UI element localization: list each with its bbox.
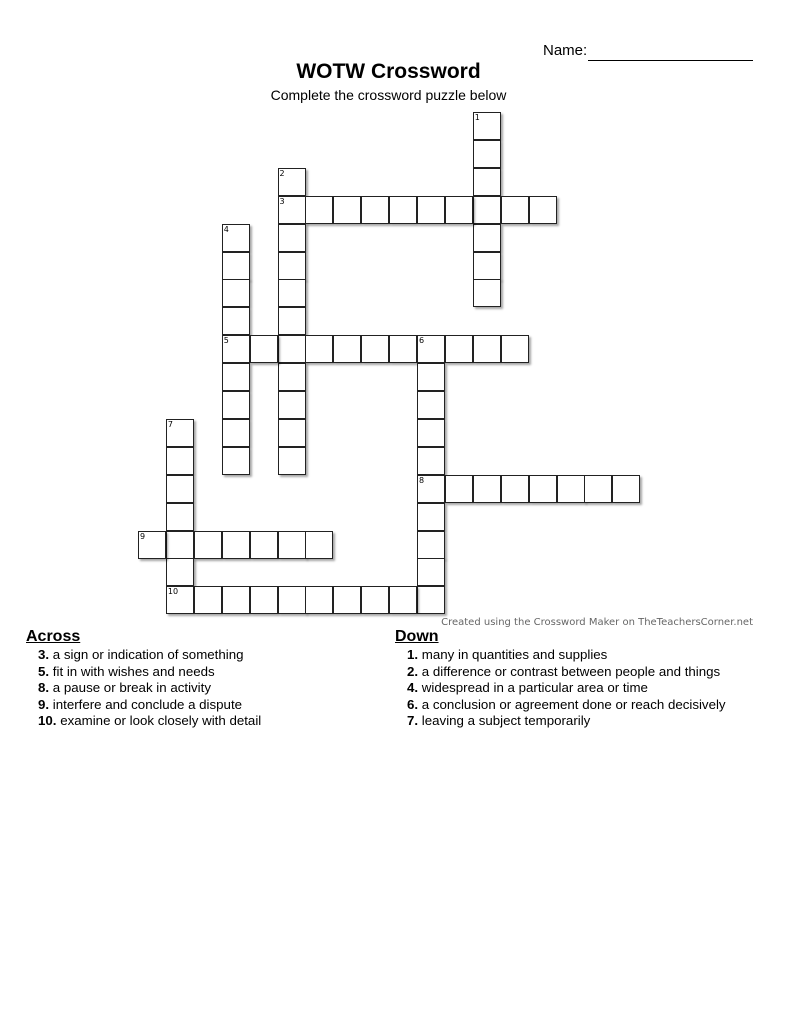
grid-cell[interactable]	[222, 363, 250, 391]
clue-number: 10.	[38, 713, 57, 729]
clue-number-label: 2	[279, 168, 285, 178]
grid-cell[interactable]	[250, 335, 278, 363]
grid-cell[interactable]	[222, 447, 250, 475]
clue-number: 5.	[38, 663, 50, 679]
grid-cell[interactable]	[473, 335, 501, 363]
grid-cell[interactable]	[417, 196, 445, 224]
grid-cell[interactable]	[278, 252, 306, 280]
grid-cell[interactable]	[473, 196, 501, 224]
grid-cell[interactable]	[389, 586, 417, 614]
grid-cell[interactable]	[278, 335, 306, 363]
grid-cell[interactable]	[529, 475, 557, 503]
grid-cell[interactable]	[278, 196, 306, 224]
grid-cell[interactable]	[501, 475, 529, 503]
grid-cell[interactable]	[305, 586, 333, 614]
grid-cell[interactable]	[333, 586, 361, 614]
clue-across-8	[26, 680, 261, 696]
grid-cell[interactable]	[445, 475, 473, 503]
clue-text: many in quantities and supplies	[421, 647, 608, 663]
grid-cell[interactable]	[501, 196, 529, 224]
grid-cell[interactable]	[584, 475, 612, 503]
clue-across-3	[26, 647, 261, 663]
grid-cell[interactable]	[417, 391, 445, 419]
clue-text: a difference or contrast between people and things	[421, 663, 721, 679]
clue-text: a pause or break in activity	[52, 680, 211, 696]
grid-cell[interactable]	[278, 447, 306, 475]
grid-cell[interactable]	[445, 196, 473, 224]
grid-cell[interactable]	[361, 335, 389, 363]
grid-cell[interactable]	[278, 419, 306, 447]
down-clues	[395, 629, 726, 729]
clue-number-label: 3	[279, 196, 285, 206]
grid-cell[interactable]	[166, 503, 194, 531]
grid-cell[interactable]	[473, 475, 501, 503]
grid-cell[interactable]	[250, 586, 278, 614]
clue-number: 8.	[38, 680, 50, 696]
grid-cell[interactable]	[333, 196, 361, 224]
grid-cell[interactable]	[222, 419, 250, 447]
grid-cell[interactable]	[222, 224, 250, 252]
across-heading: Across	[26, 628, 81, 645]
credit-text: Created using the Crossword Maker on TheTeachersCorner.net	[441, 617, 753, 628]
clue-number-label: 5	[223, 336, 229, 346]
grid-cell[interactable]	[222, 252, 250, 280]
down-heading: Down	[395, 628, 439, 645]
clue-number-label: 8	[419, 475, 425, 485]
grid-cell[interactable]	[445, 335, 473, 363]
grid-cell[interactable]	[417, 447, 445, 475]
grid-cell[interactable]	[222, 279, 250, 307]
grid-cell[interactable]	[166, 419, 194, 447]
clue-number-label: 6	[419, 336, 425, 346]
grid-cell[interactable]	[417, 419, 445, 447]
grid-cell[interactable]	[305, 531, 333, 559]
grid-cell[interactable]	[222, 335, 250, 363]
grid-cell[interactable]	[166, 586, 194, 614]
clue-across-10	[26, 713, 261, 729]
grid-cell[interactable]	[333, 335, 361, 363]
grid-cell[interactable]	[166, 475, 194, 503]
grid-cell[interactable]	[389, 196, 417, 224]
clue-text: examine or look closely with detail	[60, 713, 262, 729]
clue-text: leaving a subject temporarily	[421, 713, 591, 729]
clue-down-1	[395, 647, 726, 663]
clue-down-2	[395, 664, 726, 680]
grid-cell[interactable]	[278, 363, 306, 391]
clue-number: 4.	[407, 680, 419, 696]
grid-cell[interactable]	[473, 112, 501, 140]
clue-down-4	[395, 680, 726, 696]
grid-cell[interactable]	[278, 586, 306, 614]
page-title: WOTW Crossword	[296, 60, 481, 83]
grid-cell[interactable]	[278, 224, 306, 252]
clue-number: 7.	[407, 713, 419, 729]
grid-cell[interactable]	[305, 335, 333, 363]
grid-cell[interactable]	[417, 363, 445, 391]
clue-number-label: 1	[474, 113, 480, 122]
across-clues	[26, 629, 261, 729]
grid-cell[interactable]	[361, 586, 389, 614]
grid-cell[interactable]	[278, 307, 306, 335]
grid-cell[interactable]	[473, 224, 501, 252]
clue-text: interfere and conclude a dispute	[52, 696, 243, 712]
clue-number-label: 4	[223, 224, 229, 234]
grid-cell[interactable]	[361, 196, 389, 224]
grid-cell[interactable]	[473, 279, 501, 307]
clue-text: a conclusion or agreement done or reach decisively	[421, 696, 726, 712]
grid-cell[interactable]	[557, 475, 585, 503]
grid-cell[interactable]	[138, 531, 166, 559]
grid-cell[interactable]	[305, 196, 333, 224]
clue-text: a sign or indication of something	[52, 647, 244, 663]
grid-cell[interactable]	[278, 531, 306, 559]
grid-cell[interactable]	[222, 586, 250, 614]
grid-cell[interactable]	[166, 447, 194, 475]
name-label: Name:	[543, 42, 588, 59]
grid-cell[interactable]	[222, 531, 250, 559]
clue-text: fit in with wishes and needs	[52, 663, 215, 679]
clue-number-label: 10	[167, 587, 179, 597]
clue-number-label: 7	[167, 419, 173, 429]
grid-cell[interactable]	[417, 503, 445, 531]
clue-number-label: 9	[140, 531, 146, 541]
grid-cell[interactable]	[417, 586, 445, 614]
grid-cell[interactable]	[501, 335, 529, 363]
grid-cell[interactable]	[166, 531, 194, 559]
grid-cell[interactable]	[417, 558, 445, 586]
clue-number: 3.	[38, 647, 50, 663]
grid-cell[interactable]	[278, 279, 306, 307]
grid-cell[interactable]	[473, 168, 501, 196]
clue-down-7	[395, 713, 726, 729]
grid-cell[interactable]	[473, 252, 501, 280]
page-subtitle: Complete the crossword puzzle below	[270, 87, 507, 103]
grid-cell[interactable]	[417, 475, 445, 503]
grid-cell[interactable]	[166, 558, 194, 586]
grid-cell[interactable]	[612, 475, 640, 503]
grid-cell[interactable]	[222, 391, 250, 419]
grid-cell[interactable]	[194, 531, 222, 559]
grid-cell[interactable]	[278, 168, 306, 196]
clue-down-6	[395, 697, 726, 713]
clue-number: 1.	[407, 647, 419, 663]
grid-cell[interactable]	[278, 391, 306, 419]
clue-across-9	[26, 697, 261, 713]
grid-cell[interactable]	[473, 140, 501, 168]
clue-number: 6.	[407, 696, 419, 712]
clue-number: 9.	[38, 696, 50, 712]
clue-number: 2.	[407, 663, 419, 679]
grid-cell[interactable]	[222, 307, 250, 335]
grid-cell[interactable]	[529, 196, 557, 224]
grid-cell[interactable]	[417, 335, 445, 363]
clue-text: widespread in a particular area or time	[421, 680, 648, 696]
clue-across-5	[26, 664, 261, 680]
grid-cell[interactable]	[417, 531, 445, 559]
grid-cell[interactable]	[194, 586, 222, 614]
grid-cell[interactable]	[250, 531, 278, 559]
grid-cell[interactable]	[389, 335, 417, 363]
